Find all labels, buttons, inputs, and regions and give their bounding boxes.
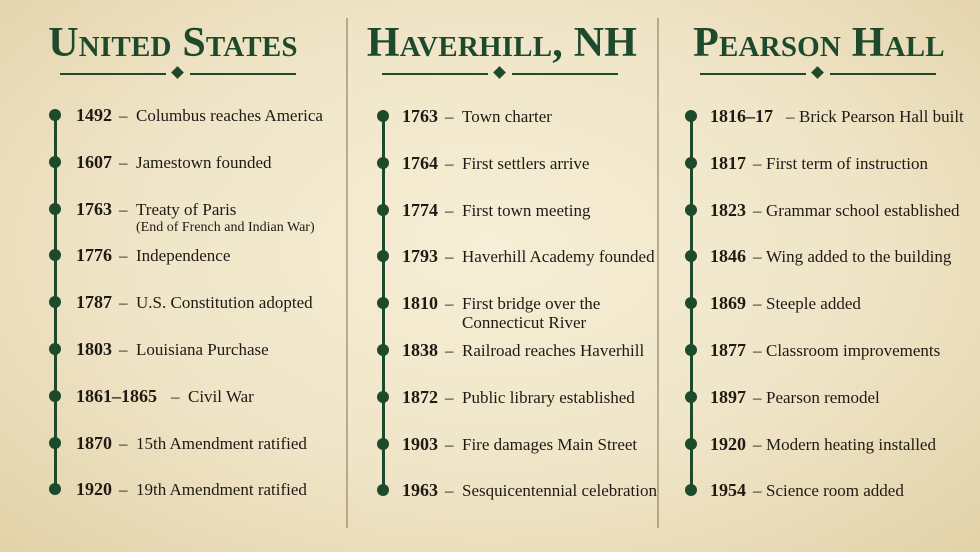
event-dash: –: [445, 201, 454, 220]
event-description: [136, 480, 307, 499]
timeline-dot-icon: [49, 203, 61, 215]
event-text: Science room added: [766, 481, 904, 500]
timeline-dot-icon: [377, 344, 389, 356]
event-text: Pearson remodel: [766, 388, 880, 407]
event-description: [462, 247, 655, 266]
event-text: First settlers arrive: [462, 154, 590, 173]
event-description: [766, 388, 880, 407]
timeline-event: [0, 434, 346, 474]
event-dash: –: [753, 435, 762, 454]
event-dash: –: [445, 247, 454, 266]
event-dash: –: [119, 293, 128, 312]
timeline-dot-icon: [377, 204, 389, 216]
event-description: [188, 387, 254, 406]
event-dash: –: [171, 387, 180, 406]
event-dash: –: [445, 388, 454, 407]
event-description: [766, 154, 928, 173]
timeline-event: [347, 201, 657, 241]
event-dash: –: [753, 388, 762, 407]
event-description: [766, 294, 861, 313]
event-year: 1877: [710, 340, 746, 360]
event-dash: –: [753, 247, 762, 266]
event-dash: –: [445, 107, 454, 126]
event-year: 1869: [710, 293, 746, 313]
event-dash: –: [753, 341, 762, 360]
timeline-event: [347, 247, 657, 287]
event-text: U.S. Constitution adopted: [136, 293, 313, 312]
timeline-dot-icon: [377, 484, 389, 496]
event-text: Independence: [136, 246, 231, 265]
event-year: 1838: [402, 340, 438, 360]
event-description: [766, 341, 940, 360]
event-dash: –: [445, 294, 454, 313]
title-ornament: [382, 67, 618, 81]
event-description: [766, 481, 904, 500]
timeline-event: [347, 481, 657, 521]
timeline-event: [347, 154, 657, 194]
event-dash: –: [445, 154, 454, 173]
event-dash: –: [119, 200, 128, 219]
timeline-dot-icon: [49, 156, 61, 168]
event-year: 1774: [402, 200, 438, 220]
event-year: 1810: [402, 293, 438, 313]
event-text: Louisiana Purchase: [136, 340, 269, 359]
timeline-dot-icon: [685, 391, 697, 403]
event-text: Jamestown founded: [136, 153, 272, 172]
event-text: 15th Amendment ratified: [136, 434, 307, 453]
event-dash: –: [753, 294, 762, 313]
event-year: 1764: [402, 153, 438, 173]
event-dash: –: [445, 341, 454, 360]
event-description: [462, 341, 644, 360]
timeline-dot-icon: [685, 344, 697, 356]
timeline-dot-icon: [685, 250, 697, 262]
event-year: 1963: [402, 480, 438, 500]
event-text: Public library established: [462, 388, 635, 407]
event-year: 1763: [402, 106, 438, 126]
event-text: Civil War: [188, 387, 254, 406]
event-dash: –: [119, 340, 128, 359]
event-description: [462, 201, 590, 220]
event-dash: –: [753, 154, 762, 173]
event-dash: –: [119, 480, 128, 499]
timeline-event: [0, 153, 346, 193]
event-year: 1763: [76, 199, 112, 219]
event-text: Steeple added: [766, 294, 861, 313]
event-description: [462, 107, 552, 126]
timeline-dot-icon: [685, 157, 697, 169]
event-text: Classroom improvements: [766, 341, 941, 360]
timeline-event: [0, 246, 346, 286]
timeline-event: [0, 106, 346, 146]
column-title: Pearson Hall: [693, 20, 945, 66]
event-year: 1823: [710, 200, 746, 220]
timeline-dot-icon: [685, 297, 697, 309]
timeline-event: [658, 294, 980, 334]
title-ornament: [700, 67, 936, 81]
event-year: 1776: [76, 245, 112, 265]
event-subnote: (End of French and Indian War): [136, 220, 315, 235]
timeline-dot-icon: [49, 437, 61, 449]
event-description: [136, 106, 323, 125]
timeline-event: [0, 387, 346, 427]
timeline-dot-icon: [685, 110, 697, 122]
event-text: Fire damages Main Street: [462, 435, 638, 454]
event-year: 1492: [76, 105, 112, 125]
event-description: [766, 201, 960, 220]
timeline-dot-icon: [49, 109, 61, 121]
event-description: [462, 435, 637, 454]
timeline-dot-icon: [377, 250, 389, 262]
timeline-dot-icon: [49, 390, 61, 402]
event-year: 1793: [402, 246, 438, 266]
event-year: 1897: [710, 387, 746, 407]
timeline-event: [0, 293, 346, 333]
event-description: [462, 481, 657, 500]
timeline-dot-icon: [377, 157, 389, 169]
event-year: 1872: [402, 387, 438, 407]
event-dash: –: [445, 435, 454, 454]
timeline-dot-icon: [685, 438, 697, 450]
event-year: 1870: [76, 433, 112, 453]
event-dash: –: [753, 481, 762, 500]
event-text: Grammar school established: [766, 201, 960, 220]
event-description: [462, 388, 635, 407]
event-text: Railroad reaches Haverhill: [462, 341, 645, 360]
column-haverhill-nh: [347, 0, 657, 552]
event-dash: –: [786, 107, 795, 126]
timeline-dot-icon: [377, 391, 389, 403]
timeline-event: [347, 294, 657, 334]
event-text: Columbus reaches America: [136, 106, 323, 125]
event-year: 1803: [76, 339, 112, 359]
event-year: 1817: [710, 153, 746, 173]
event-description: [799, 107, 964, 126]
event-text: First term of instruction: [766, 154, 928, 173]
column-pearson-hall: [658, 0, 980, 552]
event-text: Haverhill Academy founded: [462, 247, 655, 266]
timeline-dot-icon: [377, 110, 389, 122]
event-description: [136, 246, 230, 265]
event-text: Town charter: [462, 107, 552, 126]
event-year: 1954: [710, 480, 746, 500]
event-dash: –: [753, 201, 762, 220]
event-dash: –: [119, 246, 128, 265]
event-description: [462, 294, 600, 332]
timeline-event: [658, 435, 980, 475]
timeline-event: [347, 341, 657, 381]
timeline-event: [0, 200, 346, 240]
event-text-continued: Connecticut River: [462, 313, 587, 332]
event-text: First town meeting: [462, 201, 591, 220]
event-text: 19th Amendment ratified: [136, 480, 307, 499]
event-text: Modern heating installed: [766, 435, 936, 454]
timeline-dot-icon: [377, 297, 389, 309]
timeline-dot-icon: [377, 438, 389, 450]
event-dash: –: [119, 434, 128, 453]
event-text: First bridge over the: [462, 294, 601, 313]
event-description: [766, 247, 951, 266]
timeline-event: [658, 341, 980, 381]
diamond-icon: [493, 66, 506, 79]
event-year: 1903: [402, 434, 438, 454]
event-year: 1816–17: [710, 106, 773, 126]
timeline-event: [658, 201, 980, 241]
timeline-event: [658, 388, 980, 428]
event-year: 1607: [76, 152, 112, 172]
event-description: [462, 154, 589, 173]
timeline-event: [347, 107, 657, 147]
diamond-icon: [811, 66, 824, 79]
event-year: 1787: [76, 292, 112, 312]
event-text: Sesquicentennial celebration: [462, 481, 657, 500]
event-description: [136, 200, 315, 237]
event-year: 1920: [76, 479, 112, 499]
event-year: 1861–1865: [76, 386, 157, 406]
column-title: Haverhill, NH: [366, 20, 638, 66]
timeline-event: [347, 388, 657, 428]
column-united-states: [0, 0, 346, 552]
event-text: Treaty of Paris: [136, 200, 237, 219]
event-dash: –: [119, 106, 128, 125]
timeline-dot-icon: [685, 484, 697, 496]
event-year: 1846: [710, 246, 746, 266]
timeline-event: [658, 481, 980, 521]
timeline-event: [0, 480, 346, 520]
diamond-icon: [171, 66, 184, 79]
event-description: [136, 434, 307, 453]
timeline-event: [658, 247, 980, 287]
timeline-event: [658, 154, 980, 194]
title-ornament: [60, 67, 296, 81]
event-description: [136, 340, 269, 359]
event-dash: –: [445, 481, 454, 500]
event-description: [766, 435, 936, 454]
timeline-event: [658, 107, 980, 147]
timeline-dot-icon: [685, 204, 697, 216]
event-year: 1920: [710, 434, 746, 454]
timeline-dot-icon: [49, 483, 61, 495]
event-dash: –: [119, 153, 128, 172]
timeline-event: [0, 340, 346, 380]
event-text: Wing added to the building: [766, 247, 952, 266]
event-text: Brick Pearson Hall built: [799, 107, 964, 126]
timeline-dot-icon: [49, 343, 61, 355]
timeline-event: [347, 435, 657, 475]
timeline-dot-icon: [49, 296, 61, 308]
column-title: United States: [48, 20, 298, 66]
event-description: [136, 153, 272, 172]
timeline-dot-icon: [49, 249, 61, 261]
event-description: [136, 293, 313, 312]
